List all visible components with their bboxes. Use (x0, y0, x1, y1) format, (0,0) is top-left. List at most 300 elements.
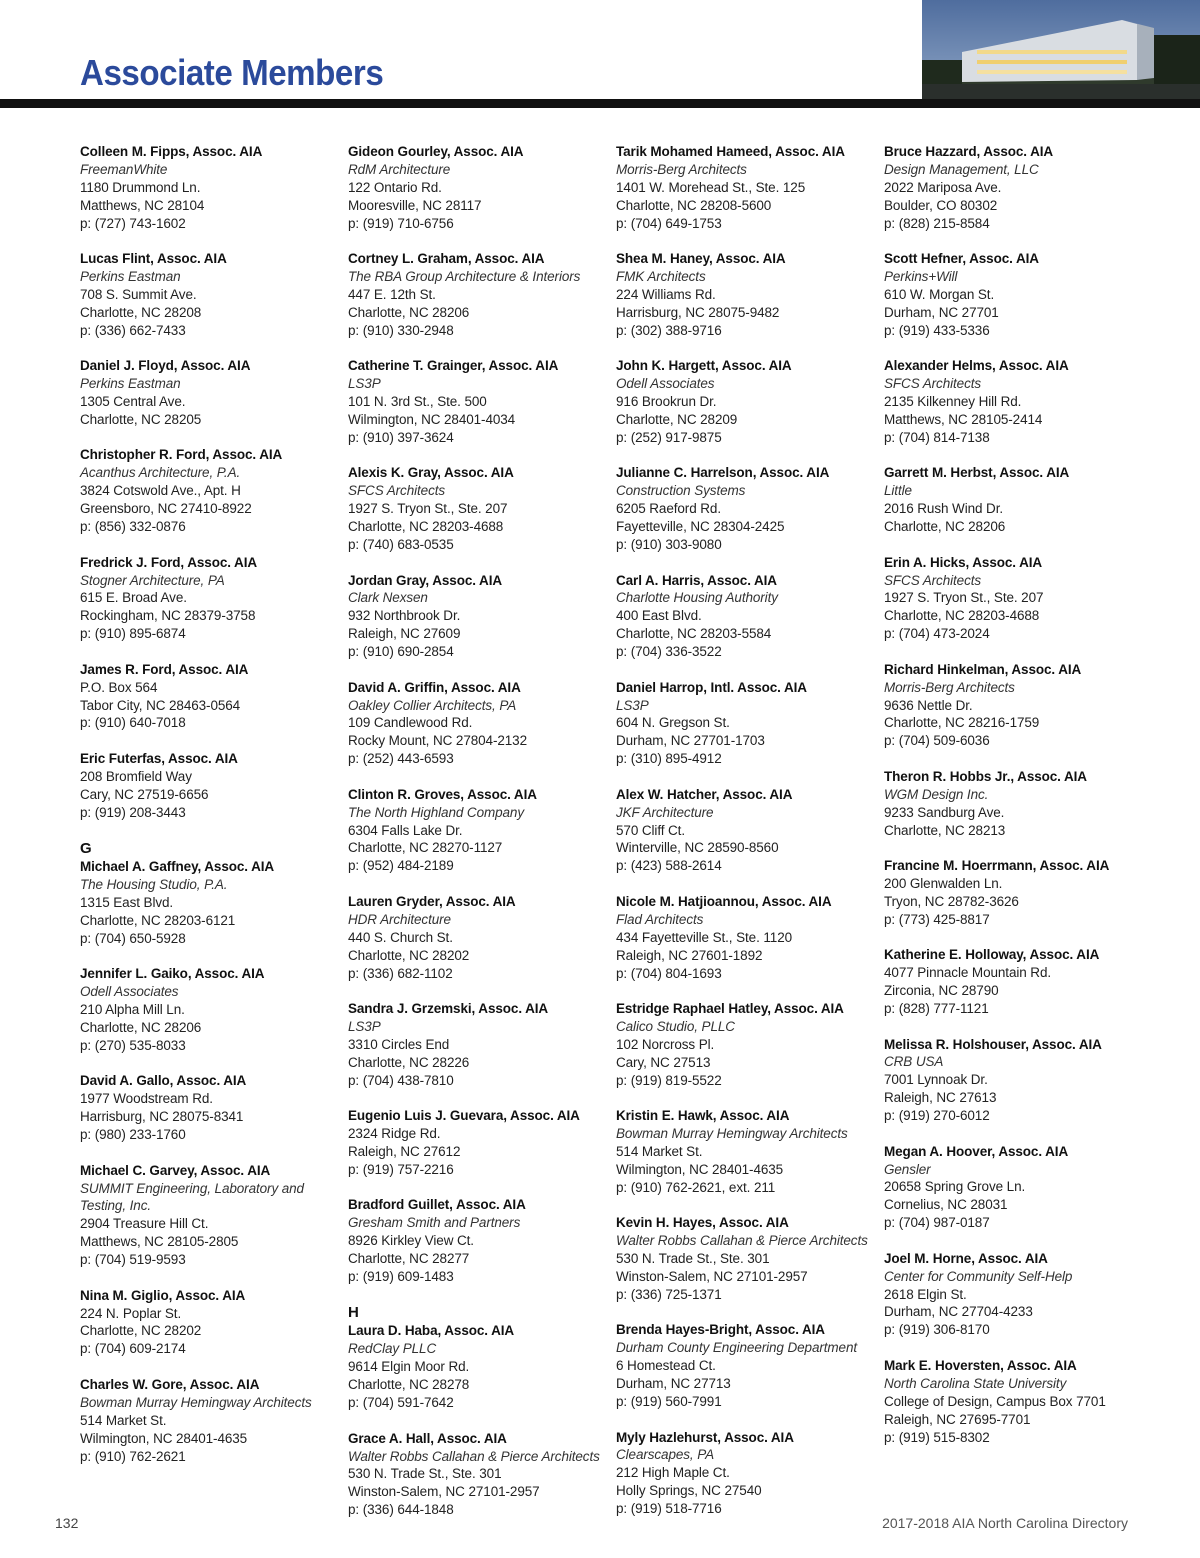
member-address-line: 2324 Ridge Rd. (348, 1126, 441, 1142)
member-name: Gideon Gourley, Assoc. AIA (348, 144, 524, 159)
member-address-line: Rockingham, NC 28379-3758 (80, 608, 256, 624)
member-firm: Gresham Smith and Partners (348, 1215, 521, 1231)
member-address-line: 3310 Circles End (348, 1036, 450, 1052)
member-phone: p: (302) 388-9716 (616, 322, 722, 338)
member-phone: p: (704) 509-6036 (884, 733, 990, 749)
member-entry (616, 893, 878, 983)
member-address-line: 212 High Maple Ct. (616, 1465, 730, 1481)
member-address-line: Cary, NC 27513 (616, 1054, 711, 1070)
member-address-line: Boulder, CO 80302 (884, 197, 998, 213)
member-address-line: 210 Alpha Mill Ln. (80, 1002, 185, 1018)
member-address-line: Matthews, NC 28105-2805 (80, 1234, 239, 1250)
member-entry (884, 143, 1146, 233)
member-firm: Morris-Berg Architects (884, 679, 1015, 695)
member-phone: p: (910) 895-6874 (80, 626, 186, 642)
member-name: Michael C. Garvey, Assoc. AIA (80, 1162, 271, 1178)
member-entry (884, 1036, 1146, 1126)
member-name: Eugenio Luis J. Guevara, Assoc. AIA (348, 1108, 580, 1124)
member-entry (80, 357, 342, 429)
member-firm: LS3P (616, 697, 649, 713)
member-phone: p: (910) 762-2621, ext. 211 (616, 1179, 776, 1195)
member-address-line: Charlotte, NC 28202 (80, 1323, 202, 1339)
member-address-line: 8926 Kirkley View Ct. (348, 1233, 474, 1249)
member-firm: SUMMIT Engineering, Laboratory and (80, 1180, 304, 1196)
member-name: Melissa R. Holshouser, Assoc. AIA (884, 1036, 1102, 1052)
member-name: Alex W. Hatcher, Assoc. AIA (616, 786, 793, 802)
member-address-line: Charlotte, NC 28213 (884, 822, 1006, 838)
member-name: Sandra J. Grzemski, Assoc. AIA (348, 1001, 549, 1016)
member-address-line: 2016 Rush Wind Dr. (884, 501, 1004, 517)
member-firm: LS3P (348, 376, 381, 392)
member-name: Brenda Hayes-Bright, Assoc. AIA (616, 1322, 825, 1338)
member-address-line: 1927 S. Tryon St., Ste. 207 (348, 501, 508, 517)
section-letter: G (80, 840, 92, 858)
member-firm: The North Highland Company (348, 804, 524, 820)
member-address-line: 570 Cliff Ct. (616, 822, 685, 838)
member-name: Scott Hefner, Assoc. AIA (884, 251, 1039, 267)
member-address-line: 101 N. 3rd St., Ste. 500 (348, 394, 487, 410)
directory-column-4 (884, 143, 1146, 1464)
directory-column-1 (80, 143, 342, 1483)
member-firm: SFCS Architects (884, 376, 982, 392)
member-address-line: 434 Fayetteville St., Ste. 1120 (616, 929, 793, 945)
member-address-line: Wilmington, NC 28401-4635 (80, 1430, 248, 1446)
member-name: Grace A. Hall, Assoc. AIA (348, 1430, 507, 1446)
member-name: David A. Gallo, Assoc. AIA (80, 1073, 247, 1089)
member-phone: p: (252) 917-9875 (616, 429, 722, 445)
member-entry (348, 1000, 610, 1090)
member-address-line: 208 Bromfield Way (80, 768, 192, 784)
member-phone: p: (252) 443-6593 (348, 751, 454, 767)
member-address-line: Charlotte, NC 28226 (348, 1054, 470, 1070)
member-address-line: Charlotte, NC 28216-1759 (884, 715, 1040, 731)
member-entry (616, 572, 878, 662)
member-address-line: Raleigh, NC 27695-7701 (884, 1411, 1031, 1427)
member-name: Carl A. Harris, Assoc. AIA (616, 572, 777, 588)
member-firm: Design Management, LLC (884, 161, 1039, 177)
member-entry (884, 857, 1146, 929)
member-entry (616, 679, 878, 769)
member-entry (616, 786, 878, 876)
member-name: Myly Hazlehurst, Assoc. AIA (616, 1429, 794, 1445)
member-address-line: 200 Glenwalden Ln. (884, 875, 1003, 891)
member-address-line: 109 Candlewood Rd. (348, 715, 473, 731)
member-phone: p: (910) 762-2621 (80, 1448, 186, 1464)
member-phone: p: (910) 330-2948 (348, 322, 454, 338)
member-name: Charles W. Gore, Assoc. AIA (80, 1376, 260, 1392)
member-address-line: Charlotte, NC 28208-5600 (616, 197, 772, 213)
member-firm: FMK Architects (616, 269, 706, 285)
member-phone: p: (919) 710-6756 (348, 215, 454, 231)
member-name: Bruce Hazzard, Assoc. AIA (884, 144, 1054, 159)
member-entry (884, 464, 1146, 536)
member-address-line: 9614 Elgin Moor Rd. (348, 1359, 470, 1375)
member-name: Shea M. Haney, Assoc. AIA (616, 251, 786, 267)
member-name: James R. Ford, Assoc. AIA (80, 661, 249, 677)
member-entry (80, 1287, 342, 1359)
member-address-line: Charlotte, NC 28205 (80, 411, 202, 427)
member-address-line: 610 W. Morgan St. (884, 286, 995, 302)
member-name: Kevin H. Hayes, Assoc. AIA (616, 1215, 789, 1231)
member-entry (884, 250, 1146, 340)
member-phone: p: (270) 535-8033 (80, 1037, 186, 1053)
member-name: Nicole M. Hatjioannou, Assoc. AIA (616, 893, 832, 909)
member-entry (80, 858, 342, 948)
member-entry (348, 786, 610, 876)
member-phone: p: (704) 336-3522 (616, 644, 722, 660)
member-address-line: 440 S. Church St. (348, 929, 453, 945)
member-phone: p: (704) 649-1753 (616, 215, 722, 231)
member-entry (348, 1107, 610, 1179)
member-firm: The Housing Studio, P.A. (80, 877, 228, 893)
member-entry (616, 1321, 878, 1411)
member-name: Catherine T. Grainger, Assoc. AIA (348, 358, 559, 374)
member-entry (616, 1214, 878, 1304)
member-entry (80, 965, 342, 1055)
member-phone: p: (704) 519-9593 (80, 1252, 186, 1268)
member-firm: Bowman Murray Hemingway Architects (80, 1394, 312, 1410)
member-address-line: Charlotte, NC 28270-1127 (348, 840, 503, 856)
member-address-line: 1305 Central Ave. (80, 394, 186, 410)
member-firm: JKF Architecture (616, 804, 714, 820)
member-phone: p: (919) 819-5522 (616, 1072, 722, 1088)
member-entry (884, 768, 1146, 840)
member-firm: FreemanWhite (80, 161, 168, 177)
member-firm: Perkins Eastman (80, 376, 181, 392)
member-address-line: 1977 Woodstream Rd. (80, 1091, 213, 1107)
member-phone: p: (828) 777-1121 (884, 1001, 989, 1016)
member-address-line: 224 Williams Rd. (616, 286, 716, 302)
member-firm: SFCS Architects (348, 483, 446, 499)
member-phone: p: (919) 518-7716 (616, 1501, 722, 1517)
member-firm-continued: Testing, Inc. (80, 1198, 151, 1214)
member-address-line: 20658 Spring Grove Ln. (884, 1179, 1026, 1195)
member-address-line: Wilmington, NC 28401-4635 (616, 1161, 784, 1177)
member-address-line: Charlotte, NC 28202 (348, 947, 470, 963)
member-firm: Walter Robbs Callahan & Pierce Architects (616, 1233, 868, 1249)
member-name: Fredrick J. Ford, Assoc. AIA (80, 554, 257, 570)
member-name: Colleen M. Fipps, Assoc. AIA (80, 144, 263, 159)
member-address-line: Charlotte, NC 28203-4688 (884, 608, 1040, 624)
member-entry (348, 1322, 610, 1412)
member-entry (80, 554, 342, 644)
member-phone: p: (828) 215-8584 (884, 215, 990, 231)
member-name: Clinton R. Groves, Assoc. AIA (348, 786, 537, 802)
member-firm: Little (884, 483, 912, 499)
member-name: Daniel J. Floyd, Assoc. AIA (80, 358, 251, 374)
member-address-line: Raleigh, NC 27609 (348, 626, 461, 642)
member-address-line: Charlotte, NC 28208 (80, 304, 202, 320)
member-name: Megan A. Hoover, Assoc. AIA (884, 1143, 1069, 1159)
member-address-line: Tabor City, NC 28463-0564 (80, 697, 241, 713)
directory-column-2 (348, 143, 610, 1537)
member-address-line: Raleigh, NC 27601-1892 (616, 947, 763, 963)
member-entry (80, 446, 342, 536)
member-entry (348, 572, 610, 662)
member-address-line: Fayetteville, NC 28304-2425 (616, 519, 785, 535)
member-address-line: 447 E. 12th St. (348, 286, 436, 302)
member-phone: p: (773) 425-8817 (884, 911, 990, 927)
member-name: Jennifer L. Gaiko, Assoc. AIA (80, 966, 265, 982)
member-address-line: 615 E. Broad Ave. (80, 590, 187, 606)
member-address-line: Harrisburg, NC 28075-8341 (80, 1109, 244, 1125)
member-entry (616, 1000, 878, 1090)
member-address-line: 514 Market St. (80, 1412, 167, 1428)
member-address-line: 604 N. Gregson St. (616, 715, 730, 731)
member-entry (616, 250, 878, 340)
member-name: Eric Futerfas, Assoc. AIA (80, 750, 238, 766)
member-phone: p: (423) 588-2614 (616, 858, 722, 874)
member-firm: Calico Studio, PLLC (616, 1018, 735, 1034)
member-address-line: 530 N. Trade St., Ste. 301 (348, 1466, 502, 1482)
member-address-line: 1401 W. Morehead St., Ste. 125 (616, 179, 806, 195)
member-entry (80, 661, 342, 733)
member-firm: SFCS Architects (884, 572, 982, 588)
member-phone: p: (910) 303-9080 (616, 537, 722, 552)
member-address-line: 6205 Raeford Rd. (616, 501, 721, 517)
member-name: Richard Hinkelman, Assoc. AIA (884, 661, 1082, 677)
member-name: Nina M. Giglio, Assoc. AIA (80, 1287, 246, 1303)
member-entry (884, 661, 1146, 751)
member-address-line: Cary, NC 27519-6656 (80, 786, 209, 802)
member-name: John K. Hargett, Assoc. AIA (616, 358, 792, 374)
member-entry (348, 464, 610, 554)
member-name: Daniel Harrop, Intl. Assoc. AIA (616, 679, 807, 695)
member-address-line: Durham, NC 27701-1703 (616, 733, 765, 749)
member-address-line: Winston-Salem, NC 27101-2957 (616, 1268, 808, 1284)
member-address-line: 122 Ontario Rd. (348, 179, 442, 195)
member-firm: North Carolina State University (884, 1375, 1067, 1391)
member-phone: p: (980) 233-1760 (80, 1127, 186, 1143)
member-address-line: 1927 S. Tryon St., Ste. 207 (884, 590, 1044, 606)
member-phone: p: (310) 895-4912 (616, 751, 722, 767)
member-name: Joel M. Horne, Assoc. AIA (884, 1250, 1048, 1266)
member-entry (884, 1357, 1146, 1447)
member-entry (884, 1250, 1146, 1340)
member-entry (80, 143, 342, 233)
member-address-line: Charlotte, NC 28203-6121 (80, 912, 236, 928)
member-phone: p: (336) 644-1848 (348, 1502, 454, 1518)
member-phone: p: (704) 987-0187 (884, 1215, 990, 1231)
member-address-line: 916 Brookrun Dr. (616, 394, 717, 410)
member-firm: WGM Design Inc. (884, 786, 989, 802)
member-name: Julianne C. Harrelson, Assoc. AIA (616, 465, 830, 481)
member-entry (884, 946, 1146, 1018)
member-address-line: 2904 Treasure Hill Ct. (80, 1216, 209, 1232)
member-entry (348, 893, 610, 983)
member-address-line: 1315 East Blvd. (80, 894, 174, 910)
member-firm: Walter Robbs Callahan & Pierce Architects (348, 1448, 600, 1464)
member-address-line: 530 N. Trade St., Ste. 301 (616, 1251, 770, 1267)
member-phone: p: (919) 306-8170 (884, 1322, 990, 1338)
member-firm: Perkins+Will (884, 269, 958, 285)
member-phone: p: (336) 725-1371 (616, 1286, 722, 1302)
member-phone: p: (910) 640-7018 (80, 715, 186, 731)
member-entry (348, 357, 610, 447)
member-address-line: 708 S. Summit Ave. (80, 286, 197, 302)
member-phone: p: (856) 332-0876 (80, 519, 186, 535)
member-entry (616, 357, 878, 447)
member-address-line: 1180 Drummond Ln. (80, 179, 201, 195)
member-address-line: 6 Homestead Ct. (616, 1358, 716, 1374)
member-name: Laura D. Haba, Assoc. AIA (348, 1323, 515, 1339)
member-address-line: 7001 Lynnoak Dr. (884, 1072, 988, 1088)
member-phone: p: (910) 690-2854 (348, 644, 454, 660)
member-entry (884, 357, 1146, 447)
member-name: Alexis K. Gray, Assoc. AIA (348, 465, 514, 481)
member-phone: p: (336) 662-7433 (80, 322, 186, 338)
member-address-line: 9636 Nettle Dr. (884, 697, 973, 713)
member-firm: Construction Systems (616, 483, 746, 499)
member-name: Francine M. Hoerrmann, Assoc. AIA (884, 858, 1110, 874)
member-address-line: 9233 Sandburg Ave. (884, 804, 1005, 820)
member-entry (80, 1162, 342, 1269)
member-address-line: Charlotte, NC 28278 (348, 1377, 470, 1393)
member-phone: p: (704) 609-2174 (80, 1341, 186, 1357)
member-address-line: 224 N. Poplar St. (80, 1305, 182, 1321)
member-address-line: 4077 Pinnacle Mountain Rd. (884, 965, 1052, 981)
member-name: Michael A. Gaffney, Assoc. AIA (80, 859, 275, 875)
member-entry (616, 1107, 878, 1197)
member-name: Garrett M. Herbst, Assoc. AIA (884, 465, 1070, 481)
member-address-line: Holly Springs, NC 27540 (616, 1483, 762, 1499)
member-address-line: Raleigh, NC 27613 (884, 1090, 997, 1106)
member-name: Lucas Flint, Assoc. AIA (80, 251, 227, 267)
member-phone: p: (704) 650-5928 (80, 930, 186, 946)
member-address-line: Mooresville, NC 28117 (348, 197, 482, 213)
member-phone: p: (704) 473-2024 (884, 626, 990, 642)
member-phone: p: (919) 270-6012 (884, 1108, 990, 1124)
member-address-line: Charlotte, NC 28203-5584 (616, 626, 772, 642)
member-address-line: 2618 Elgin St. (884, 1286, 967, 1302)
member-name: Kristin E. Hawk, Assoc. AIA (616, 1108, 790, 1124)
member-address-line: 2135 Kilkenney Hill Rd. (884, 394, 1022, 410)
member-phone: p: (704) 438-7810 (348, 1072, 454, 1088)
member-firm: HDR Architecture (348, 911, 451, 927)
member-entry (348, 1196, 610, 1286)
member-address-line: Matthews, NC 28104 (80, 197, 205, 213)
member-firm: The RBA Group Architecture & Interiors (348, 269, 581, 285)
member-entry (80, 750, 342, 822)
member-address-line: 932 Northbrook Dr. (348, 608, 461, 624)
member-entry (348, 679, 610, 769)
member-address-line: Durham, NC 27713 (616, 1376, 731, 1392)
member-address-line: 2022 Mariposa Ave. (884, 179, 1002, 195)
member-firm: Perkins Eastman (80, 269, 181, 285)
member-address-line: 6304 Falls Lake Dr. (348, 822, 463, 838)
section-letter: H (348, 1304, 359, 1322)
member-phone: p: (919) 609-1483 (348, 1268, 454, 1284)
member-name: Bradford Guillet, Assoc. AIA (348, 1197, 526, 1213)
member-address-line: Winterville, NC 28590-8560 (616, 840, 779, 856)
member-address-line: Durham, NC 27704-4233 (884, 1304, 1033, 1320)
page-number: 132 (55, 1515, 79, 1531)
member-entry (80, 250, 342, 340)
member-entry (348, 143, 610, 233)
member-address-line: Rocky Mount, NC 27804-2132 (348, 733, 527, 749)
member-address-line: Zirconia, NC 28790 (884, 983, 999, 999)
member-firm: Gensler (884, 1161, 931, 1177)
member-phone: p: (336) 682-1102 (348, 965, 453, 981)
member-firm: CRB USA (884, 1054, 944, 1070)
member-address-line: Raleigh, NC 27612 (348, 1143, 461, 1159)
member-address-line: Charlotte, NC 28206 (884, 519, 1006, 535)
member-entry (616, 143, 878, 233)
member-address-line: Charlotte, NC 28209 (616, 411, 738, 427)
member-firm: Durham County Engineering Department (616, 1340, 858, 1356)
member-firm: Bowman Murray Hemingway Architects (616, 1126, 848, 1142)
member-firm: Flad Architects (616, 911, 704, 927)
member-phone: p: (919) 433-5336 (884, 322, 990, 338)
page-title: Associate Members (80, 52, 384, 93)
member-firm: Morris-Berg Architects (616, 161, 747, 177)
member-address-line: Greensboro, NC 27410-8922 (80, 501, 252, 517)
member-firm: Acanthus Architecture, P.A. (80, 465, 241, 481)
member-firm: Stogner Architecture, PA (80, 572, 225, 588)
member-name: Estridge Raphael Hatley, Assoc. AIA (616, 1001, 844, 1016)
member-phone: p: (704) 814-7138 (884, 429, 990, 445)
member-firm: Odell Associates (80, 984, 179, 1000)
member-phone: p: (919) 757-2216 (348, 1161, 454, 1177)
member-entry (884, 1143, 1146, 1233)
member-address-line: 3824 Cotswold Ave., Apt. H (80, 483, 241, 499)
member-address-line: 514 Market St. (616, 1143, 703, 1159)
member-address-line: College of Design, Campus Box 7701 (884, 1393, 1106, 1409)
member-address-line: Charlotte, NC 28206 (348, 304, 470, 320)
member-firm: Odell Associates (616, 376, 715, 392)
member-entry (616, 464, 878, 554)
member-address-line: Durham, NC 27701 (884, 304, 999, 320)
member-entry (80, 1376, 342, 1466)
member-entry (348, 1430, 610, 1520)
member-name: Jordan Gray, Assoc. AIA (348, 572, 502, 588)
member-name: Cortney L. Graham, Assoc. AIA (348, 251, 545, 267)
member-name: Alexander Helms, Assoc. AIA (884, 358, 1069, 374)
member-firm: Charlotte Housing Authority (616, 590, 778, 606)
member-phone: p: (704) 804-1693 (616, 965, 722, 981)
member-phone: p: (919) 515-8302 (884, 1429, 990, 1445)
member-address-line: Winston-Salem, NC 27101-2957 (348, 1484, 540, 1500)
member-address-line: 400 East Blvd. (616, 608, 702, 624)
member-phone: p: (727) 743-1602 (80, 215, 186, 231)
member-firm: Oakley Collier Architects, PA (348, 697, 517, 713)
member-name: David A. Griffin, Assoc. AIA (348, 679, 521, 695)
member-address-line: Wilmington, NC 28401-4034 (348, 411, 516, 427)
member-name: Christopher R. Ford, Assoc. AIA (80, 447, 283, 463)
member-address-line: P.O. Box 564 (80, 679, 158, 695)
member-firm: Clearscapes, PA (616, 1447, 715, 1463)
member-firm: Center for Community Self-Help (884, 1268, 1073, 1284)
member-name: Tarik Mohamed Hameed, Assoc. AIA (616, 144, 845, 159)
member-entry (348, 250, 610, 340)
member-firm: RdM Architecture (348, 161, 451, 177)
member-phone: p: (704) 591-7642 (348, 1395, 454, 1411)
directory-column-3 (616, 143, 878, 1536)
member-phone: p: (919) 208-3443 (80, 804, 186, 820)
member-name: Erin A. Hicks, Assoc. AIA (884, 554, 1043, 570)
member-phone: p: (919) 560-7991 (616, 1394, 722, 1409)
member-firm: Clark Nexsen (348, 590, 428, 606)
publication-title: 2017-2018 AIA North Carolina Directory (882, 1515, 1128, 1531)
member-name: Lauren Gryder, Assoc. AIA (348, 893, 516, 909)
member-entry (616, 1429, 878, 1519)
member-name: Katherine E. Holloway, Assoc. AIA (884, 947, 1100, 963)
member-address-line: Charlotte, NC 28203-4688 (348, 519, 504, 535)
member-phone: p: (952) 484-2189 (348, 858, 454, 874)
member-phone: p: (740) 683-0535 (348, 537, 454, 552)
member-firm: LS3P (348, 1018, 381, 1034)
member-address-line: Charlotte, NC 28277 (348, 1251, 470, 1267)
